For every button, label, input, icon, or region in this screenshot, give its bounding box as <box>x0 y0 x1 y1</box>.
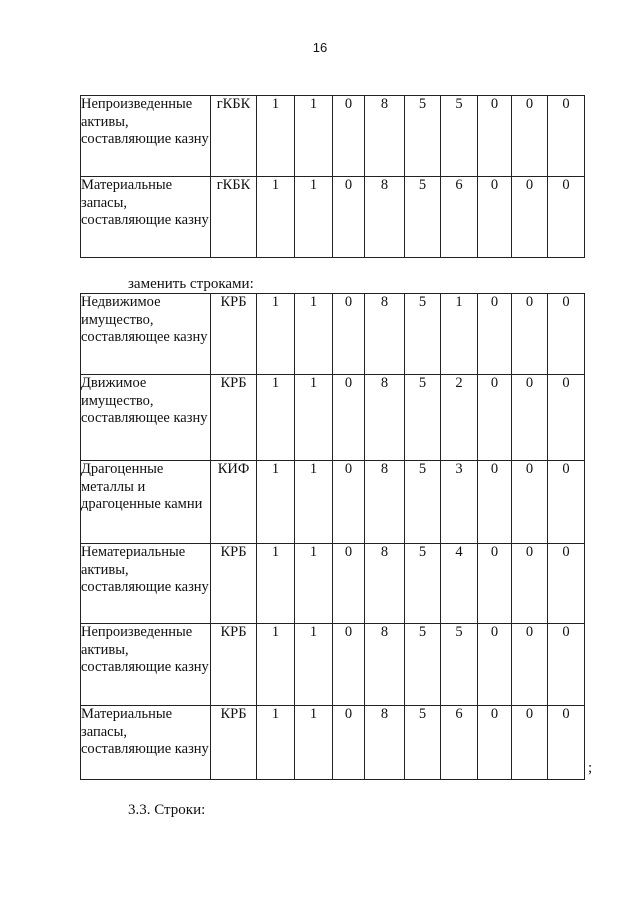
table-row <box>81 544 585 624</box>
digit-cell: 1 <box>295 544 333 624</box>
digit-cell: 1 <box>295 706 333 780</box>
digit-cell: 0 <box>512 461 548 544</box>
row-code: КРБ <box>211 706 257 780</box>
digit-cell: 0 <box>478 544 512 624</box>
digit-cell: 0 <box>512 96 548 177</box>
digit-cell: 1 <box>295 624 333 706</box>
digit-cell: 0 <box>512 544 548 624</box>
digit-cell: 0 <box>512 375 548 461</box>
digit-cell: 1 <box>295 461 333 544</box>
digit-cell: 1 <box>257 294 295 375</box>
table-row <box>81 706 585 780</box>
row-name: Непроизведенные активы, составляющие казну <box>81 96 211 177</box>
digit-cell: 1 <box>257 177 295 258</box>
digit-cell: 1 <box>257 624 295 706</box>
digit-cell: 0 <box>548 375 585 461</box>
row-code: гКБК <box>211 177 257 258</box>
digit-cell: 1 <box>295 375 333 461</box>
digit-cell: 5 <box>405 294 441 375</box>
digit-cell: 1 <box>257 544 295 624</box>
table-row <box>81 294 585 375</box>
digit-cell: 0 <box>333 624 365 706</box>
digit-cell: 0 <box>548 544 585 624</box>
digit-cell: 0 <box>478 461 512 544</box>
row-name: Недвижимое имущество, составляющее казну <box>81 294 211 375</box>
digit-cell: 0 <box>512 624 548 706</box>
row-code: КРБ <box>211 624 257 706</box>
digit-cell: 0 <box>478 96 512 177</box>
digit-cell: 4 <box>441 544 478 624</box>
digit-cell: 0 <box>333 96 365 177</box>
row-code: КИФ <box>211 461 257 544</box>
section-heading: 3.3. Строки: <box>128 802 206 818</box>
digit-cell: 1 <box>295 96 333 177</box>
digit-cell: 5 <box>405 96 441 177</box>
digit-cell: 8 <box>365 461 405 544</box>
page-number: 16 <box>312 40 328 55</box>
trailing-semicolon: ; <box>588 760 593 776</box>
digit-cell: 8 <box>365 706 405 780</box>
digit-cell: 1 <box>295 177 333 258</box>
digit-cell: 5 <box>405 375 441 461</box>
table-row <box>81 96 585 177</box>
digit-cell: 0 <box>548 624 585 706</box>
digit-cell: 0 <box>478 177 512 258</box>
digit-cell: 6 <box>441 706 478 780</box>
digit-cell: 0 <box>478 375 512 461</box>
digit-cell: 0 <box>478 706 512 780</box>
row-code: гКБК <box>211 96 257 177</box>
digit-cell: 5 <box>405 706 441 780</box>
digit-cell: 0 <box>548 294 585 375</box>
digit-cell: 0 <box>512 294 548 375</box>
row-name: Драгоценные металлы и драгоценные камни <box>81 461 211 544</box>
digit-cell: 8 <box>365 375 405 461</box>
digit-cell: 8 <box>365 177 405 258</box>
table-row <box>81 461 585 544</box>
digit-cell: 8 <box>365 544 405 624</box>
digit-cell: 0 <box>333 544 365 624</box>
row-name: Материальные запасы, составляющие казну <box>81 177 211 258</box>
digit-cell: 6 <box>441 177 478 258</box>
account-table-old <box>80 95 585 258</box>
digit-cell: 0 <box>333 177 365 258</box>
row-code: КРБ <box>211 375 257 461</box>
digit-cell: 0 <box>478 624 512 706</box>
digit-cell: 8 <box>365 624 405 706</box>
digit-cell: 0 <box>333 294 365 375</box>
digit-cell: 5 <box>405 177 441 258</box>
digit-cell: 0 <box>548 461 585 544</box>
digit-cell: 1 <box>257 375 295 461</box>
digit-cell: 0 <box>548 177 585 258</box>
table-row <box>81 177 585 258</box>
row-name: Материальные запасы, составляющие казну <box>81 706 211 780</box>
row-code: КРБ <box>211 294 257 375</box>
digit-cell: 0 <box>333 706 365 780</box>
digit-cell: 0 <box>478 294 512 375</box>
table-row <box>81 375 585 461</box>
digit-cell: 0 <box>333 375 365 461</box>
digit-cell: 8 <box>365 294 405 375</box>
digit-cell: 5 <box>405 544 441 624</box>
digit-cell: 1 <box>257 706 295 780</box>
digit-cell: 1 <box>295 294 333 375</box>
replace-instruction: заменить строками: <box>128 276 254 292</box>
row-name: Нематериальные активы, составляющие казну <box>81 544 211 624</box>
row-name: Непроизведенные активы, составляющие казну <box>81 624 211 706</box>
digit-cell: 5 <box>441 624 478 706</box>
digit-cell: 5 <box>441 96 478 177</box>
digit-cell: 0 <box>512 706 548 780</box>
digit-cell: 0 <box>548 96 585 177</box>
digit-cell: 0 <box>512 177 548 258</box>
row-name: Движимое имущество, составляющее казну <box>81 375 211 461</box>
table-row <box>81 624 585 706</box>
digit-cell: 5 <box>405 624 441 706</box>
digit-cell: 0 <box>548 706 585 780</box>
account-table-new <box>80 293 585 780</box>
digit-cell: 1 <box>257 461 295 544</box>
digit-cell: 1 <box>257 96 295 177</box>
digit-cell: 0 <box>333 461 365 544</box>
digit-cell: 8 <box>365 96 405 177</box>
row-code: КРБ <box>211 544 257 624</box>
digit-cell: 3 <box>441 461 478 544</box>
digit-cell: 1 <box>441 294 478 375</box>
digit-cell: 2 <box>441 375 478 461</box>
digit-cell: 5 <box>405 461 441 544</box>
